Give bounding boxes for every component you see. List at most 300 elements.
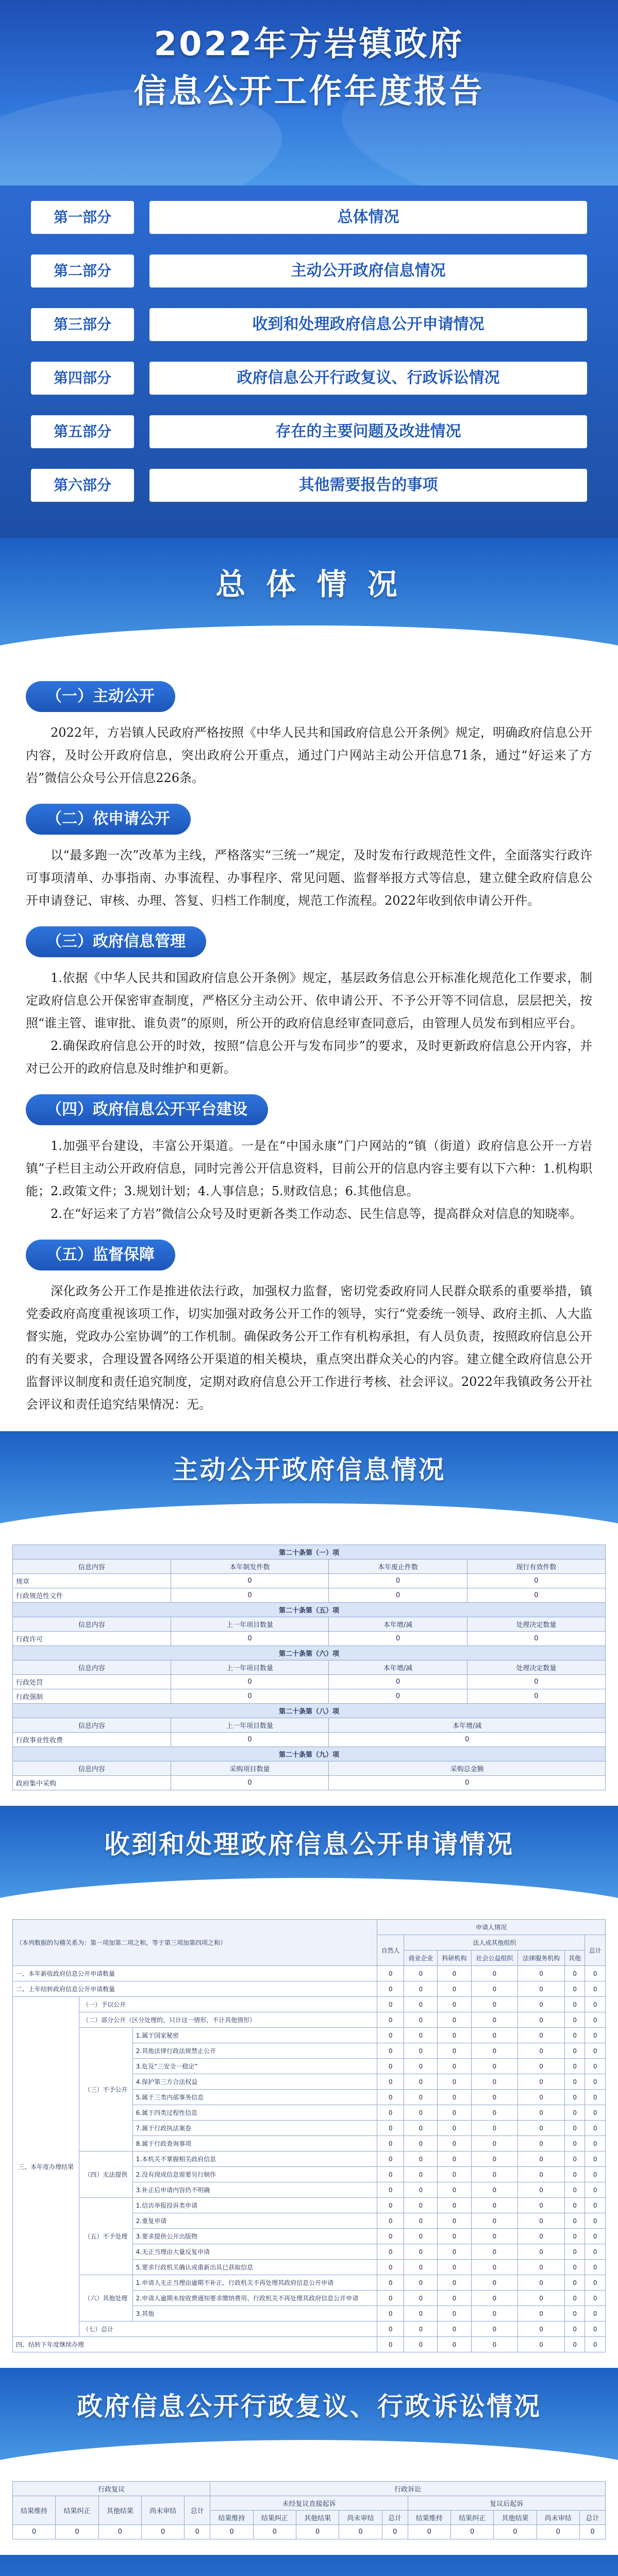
- row-label: 1.本机关不掌握相关政府信息: [132, 2151, 377, 2167]
- table-cell: 0: [518, 2151, 565, 2167]
- table-cell: 0: [404, 2074, 438, 2090]
- table-cell: 0: [471, 2012, 518, 2028]
- column-header: 复议后起诉: [408, 2496, 605, 2511]
- column-header: 结果纠正: [450, 2511, 493, 2525]
- column-header: 结果维持: [210, 2511, 253, 2525]
- row-label: （七）总计: [79, 2321, 377, 2337]
- table-cell: 0: [585, 2074, 606, 2090]
- table-cell: 0: [404, 2198, 438, 2213]
- table-cell: 0: [329, 1689, 467, 1704]
- column-header: 结果维持: [13, 2496, 56, 2525]
- table-cell: 0: [296, 2525, 339, 2539]
- table-cell: 0: [564, 2074, 585, 2090]
- table-cell: 0: [404, 1981, 438, 1997]
- section-title: [0, 2555, 618, 2576]
- column-header: 法人或其他组织: [404, 1935, 585, 1951]
- table-cell: 0: [171, 1574, 329, 1588]
- table-band: 第二十条第（九）项: [13, 1747, 606, 1761]
- table-cell: 0: [438, 1966, 471, 1981]
- toc-item-label: 主动公开政府信息情况: [149, 255, 587, 287]
- table-cell: 0: [518, 2090, 565, 2105]
- row-label: 二、上年结转政府信息公开申请数量: [13, 1981, 377, 1997]
- column-header: 行政复议: [13, 2482, 210, 2496]
- review-litigation-table: [12, 2481, 606, 2539]
- table-cell: 0: [56, 2525, 98, 2539]
- section-header-proactive: [0, 1431, 618, 1529]
- table-cell: 0: [438, 2012, 471, 2028]
- table-cell: 0: [585, 2121, 606, 2136]
- table-cell: 0: [518, 2059, 565, 2074]
- table-cell: 0: [329, 1776, 606, 1790]
- table-cell: 0: [518, 2136, 565, 2151]
- table-cell: 0: [171, 1632, 329, 1646]
- requests-table: [12, 1919, 606, 2352]
- table-cell: 0: [518, 1966, 565, 1981]
- row-label: （六）其他处理: [79, 2275, 133, 2321]
- table-cell: 0: [377, 2306, 404, 2321]
- toc-item[interactable]: [31, 415, 587, 448]
- table-row: [13, 2151, 606, 2167]
- table-cell: 0: [171, 1588, 329, 1603]
- table-cell: 0: [171, 1733, 329, 1747]
- column-header: 结果纠正: [56, 2496, 98, 2525]
- table-cell: 0: [438, 2244, 471, 2260]
- table-cell: 0: [518, 2028, 565, 2043]
- table-cell: 0: [450, 2525, 493, 2539]
- subsection-pill: （四）政府信息公开平台建设: [26, 1094, 268, 1125]
- column-header: 信息内容: [13, 1560, 171, 1574]
- column-header: 其他结果: [98, 2496, 141, 2525]
- table-row: [13, 2321, 606, 2337]
- column-header: 结果维持: [408, 2511, 450, 2525]
- table-cell: 0: [518, 2321, 565, 2337]
- table-row: [13, 1632, 606, 1646]
- table-band: 第二十条第（六）项: [13, 1646, 606, 1660]
- subsection-pill: （五）监督保障: [26, 1240, 175, 1270]
- table-cell: 0: [471, 2043, 518, 2059]
- row-label: 1.信访举报投诉类申请: [132, 2198, 377, 2213]
- row-label: 2.申请人逾期未按收费通知要求缴纳费用、行政机关不再处理其政府信息公开申请: [132, 2291, 377, 2306]
- table-cell: 0: [585, 2244, 606, 2260]
- table-cell: 0: [585, 2105, 606, 2121]
- column-header: 其他结果: [296, 2511, 339, 2525]
- table-cell: 0: [564, 1981, 585, 1997]
- table-cell: 0: [585, 2321, 606, 2337]
- row-label: 2.重复申请: [132, 2213, 377, 2229]
- column-header: 社会公益组织: [471, 1951, 518, 1966]
- table-cell: 0: [404, 2260, 438, 2275]
- table-cell: 0: [564, 1997, 585, 2012]
- table-cell: 0: [329, 1733, 606, 1747]
- column-header: 本年废止件数: [329, 1560, 467, 1574]
- table-cell: 0: [564, 2229, 585, 2244]
- table-cell: 0: [564, 2059, 585, 2074]
- table-cell: 0: [564, 2151, 585, 2167]
- table-cell: 0: [404, 2136, 438, 2151]
- table-cell: 0: [518, 2229, 565, 2244]
- table-cell: 0: [377, 2321, 404, 2337]
- toc-item[interactable]: [31, 362, 587, 395]
- table-row: [13, 1997, 606, 2012]
- table-cell: 0: [585, 2213, 606, 2229]
- table-cell: 0: [471, 2028, 518, 2043]
- table-cell: 0: [518, 1997, 565, 2012]
- table-cell: 0: [329, 1675, 467, 1689]
- column-header: 尚未审结: [339, 2511, 382, 2525]
- column-header: 信息内容: [13, 1660, 171, 1675]
- row-label: 8.属于行政查询事项: [132, 2136, 377, 2151]
- section-header-overview: [0, 538, 618, 662]
- row-label: 3.其他: [132, 2306, 377, 2321]
- table-cell: 0: [564, 2244, 585, 2260]
- table-cell: 0: [438, 2198, 471, 2213]
- table-band: 第二十条第（八）项: [13, 1704, 606, 1718]
- table-cell: 0: [471, 2337, 518, 2352]
- toc-item-label: 其他需要报告的事项: [149, 469, 587, 502]
- table-cell: 0: [518, 2043, 565, 2059]
- table-cell: 0: [518, 2198, 565, 2213]
- subsection-pill: （三）政府信息管理: [26, 926, 206, 957]
- table-cell: 0: [564, 2321, 585, 2337]
- table-cell: 0: [377, 2244, 404, 2260]
- table-cell: 0: [404, 2151, 438, 2167]
- table-cell: 0: [408, 2525, 450, 2539]
- table-cell: 0: [438, 2151, 471, 2167]
- section-header-review: [0, 2368, 618, 2466]
- table-cell: 0: [471, 1997, 518, 2012]
- table-cell: 0: [377, 2028, 404, 2043]
- table-cell: 0: [471, 2059, 518, 2074]
- table-cell: 0: [377, 2182, 404, 2198]
- table-cell: 0: [377, 2213, 404, 2229]
- column-header: 科研机构: [438, 1951, 471, 1966]
- column-header: 采购总金额: [329, 1761, 606, 1776]
- requests-table-wrap: [0, 1904, 618, 2368]
- table-cell: 0: [404, 2213, 438, 2229]
- table-cell: 0: [438, 2043, 471, 2059]
- subsection-pill: （二）依申请公开: [26, 804, 191, 835]
- table-cell: 0: [141, 2525, 184, 2539]
- table-cell: 0: [98, 2525, 141, 2539]
- table-cell: 0: [518, 2121, 565, 2136]
- table-cell: 0: [438, 2306, 471, 2321]
- banner-title-line2: 信息公开工作年度报告: [133, 73, 485, 111]
- column-header: 处理决定数量: [467, 1617, 605, 1632]
- row-label: 行政事业性收费: [13, 1733, 171, 1747]
- table-cell: 0: [585, 2260, 606, 2275]
- table-cell: 0: [171, 1776, 329, 1790]
- table-cell: 0: [518, 2244, 565, 2260]
- table-row: [13, 1574, 606, 1588]
- table-row: [13, 1675, 606, 1689]
- table-cell: 0: [377, 1981, 404, 1997]
- table-cell: 0: [438, 2074, 471, 2090]
- section-title: 主动公开政府信息情况: [172, 1455, 446, 1485]
- table-cell: 0: [471, 2121, 518, 2136]
- table-cell: 0: [404, 2337, 438, 2352]
- paragraph: 2.确保政府信息公开的时效，按照“信息公开与发布同步”的要求，及时更新政府信息公开内容，并对已公开的政府信息及时维护和更新。: [26, 1039, 592, 1076]
- table-cell: 0: [471, 2105, 518, 2121]
- table-row: [13, 2012, 606, 2028]
- table-cell: 0: [564, 2012, 585, 2028]
- section-header-problems: [0, 2555, 618, 2576]
- table-cell: 0: [564, 2337, 585, 2352]
- table-cell: 0: [404, 2012, 438, 2028]
- table-cell: 0: [471, 2260, 518, 2275]
- table-cell: 0: [377, 1997, 404, 2012]
- table-cell: 0: [585, 2151, 606, 2167]
- toc-item-number: 第四部分: [31, 362, 134, 395]
- row-label: 7.属于行政执法案卷: [132, 2121, 377, 2136]
- requests-table-body: [13, 1966, 606, 2352]
- table-cell: 0: [585, 2167, 606, 2182]
- table-cell: 0: [185, 2525, 210, 2539]
- table-cell: 0: [467, 1632, 605, 1646]
- column-header: 商业企业: [404, 1951, 438, 1966]
- table-cell: 0: [438, 2213, 471, 2229]
- table-cell: 0: [579, 2525, 605, 2539]
- toc-item-number: 第五部分: [31, 415, 134, 448]
- row-label: （四）无法提供: [79, 2151, 133, 2198]
- row-label: （三）不予公开: [79, 2028, 133, 2151]
- row-label: 3.危及“三安全一稳定”: [132, 2059, 377, 2074]
- table-cell: 0: [564, 2090, 585, 2105]
- row-label: 行政强制: [13, 1689, 171, 1704]
- table-cell: 0: [467, 1675, 605, 1689]
- review-table-wrap: [0, 2466, 618, 2555]
- table-cell: 0: [404, 2167, 438, 2182]
- table-cell: 0: [564, 2291, 585, 2306]
- column-header: 其他结果: [494, 2511, 537, 2525]
- table-corner-note: （本列数据的勾稽关系为：第一项加第二项之和，等于第三项加第四项之和）: [13, 1920, 377, 1966]
- table-cell: 0: [471, 2151, 518, 2167]
- table-cell: 0: [253, 2525, 296, 2539]
- table-cell: 0: [467, 1574, 605, 1588]
- table-row: [13, 1776, 606, 1790]
- row-label: （五）不予处理: [79, 2198, 133, 2275]
- paragraph: 以“最多跑一次”改革为主线，严格落实“三统一”规定，及时发布行政规范性文件，全面落实行政许可事项清单、办事指南、办事流程、办事程序、常见问题、监督举报方式等信息，建立健全政府信息公开申请登记、审核、办理、答复、归档工作制度，规范工作流程。2022年收到依申请公开件。: [26, 848, 592, 908]
- toc-item-label: 存在的主要问题及改进情况: [149, 415, 587, 448]
- table-cell: 0: [471, 1981, 518, 1997]
- table-cell: 0: [518, 1981, 565, 1997]
- row-label: 行政规范性文件: [13, 1588, 171, 1603]
- row-label: 行政处罚: [13, 1675, 171, 1689]
- section-title: 政府信息公开行政复议、行政诉讼情况: [77, 2392, 541, 2421]
- table-cell: 0: [564, 2121, 585, 2136]
- table-cell: 0: [537, 2525, 579, 2539]
- table-row: [13, 2525, 606, 2539]
- table-cell: 0: [377, 2198, 404, 2213]
- table-cell: 0: [171, 1675, 329, 1689]
- table-cell: 0: [377, 2167, 404, 2182]
- column-header: 现行有效件数: [467, 1560, 605, 1574]
- row-label: 行政许可: [13, 1632, 171, 1646]
- table-cell: 0: [471, 2182, 518, 2198]
- row-label: 一、本年新收政府信息公开申请数量: [13, 1966, 377, 1981]
- table-cell: 0: [564, 2136, 585, 2151]
- column-header: 总计: [185, 2496, 210, 2525]
- toc-item-label: 总体情况: [149, 201, 587, 234]
- table-cell: 0: [377, 2337, 404, 2352]
- table-cell: 0: [518, 2337, 565, 2352]
- table-cell: 0: [438, 1981, 471, 1997]
- table-cell: 0: [377, 2105, 404, 2121]
- row-label: 规章: [13, 1574, 171, 1588]
- row-label: 1.属于国家秘密: [132, 2028, 377, 2043]
- table-cell: 0: [564, 2260, 585, 2275]
- table-cell: 0: [377, 2090, 404, 2105]
- section-wave-decoration: [0, 625, 618, 662]
- table-cell: 0: [339, 2525, 382, 2539]
- table-cell: 0: [438, 2182, 471, 2198]
- table-cell: 0: [404, 2306, 438, 2321]
- toc-item-number: 第三部分: [31, 308, 134, 341]
- table-row: [13, 1733, 606, 1747]
- paragraph: 深化政务公开工作是推进依法行政，加强权力监督，密切党委政府同人民群众联系的重要举措，镇党委政府高度重视该项工作，切实加强对政务公开工作的领导，实行“党委统一领导、政府主抓、人大监督实施，党政办公室协调”的工作机制。确保政务公开工作有机构承担，有人员负责，按照政府信息公开的有关要求，合理设置各网络公开渠道的相关模块，重点突出群众关心的内容。建立健全政府信息公开监督评议制度和责任追究制度，定期对政府信息公开工作进行考核、社会评议。2022年我镇政务公开社会评议和责任追究结果情况：无。: [26, 1284, 592, 1412]
- row-label: 三、本年度办理结果: [13, 1997, 79, 2337]
- toc-item[interactable]: [31, 201, 587, 234]
- column-header: 总计: [382, 2511, 408, 2525]
- paragraph: 1.加强平台建设，丰富公开渠道。一是在“中国永康”门户网站的“镇（街道）政府信息公开一方岩镇”子栏目主动公开政府信息，同时完善公开信息资料，目前公开的信息内容主要有以下六种：1.机构职能；2.政策文件；3.规划计划；4.人事信息；5.财政信息；6.其他信息。: [26, 1139, 592, 1198]
- table-cell: 0: [518, 2012, 565, 2028]
- table-row: [13, 1689, 606, 1704]
- toc-item[interactable]: [31, 469, 587, 502]
- table-cell: 0: [494, 2525, 537, 2539]
- table-cell: 0: [471, 2321, 518, 2337]
- section-title: 总 体 情 况: [215, 567, 403, 602]
- column-header: 信息内容: [13, 1718, 171, 1733]
- table-cell: 0: [438, 2105, 471, 2121]
- table-cell: 0: [585, 2012, 606, 2028]
- table-cell: 0: [404, 2275, 438, 2291]
- table-cell: 0: [404, 1966, 438, 1981]
- table-cell: 0: [438, 2090, 471, 2105]
- toc-item[interactable]: [31, 255, 587, 287]
- table-cell: 0: [329, 1574, 467, 1588]
- column-header: 上一年项目数量: [171, 1718, 329, 1733]
- table-row: [13, 2337, 606, 2352]
- row-label: 4.无正当理由大量反复申请: [132, 2244, 377, 2260]
- toc-item[interactable]: [31, 308, 587, 341]
- column-header: 本年增/减: [329, 1617, 467, 1632]
- table-row: [13, 1981, 606, 1997]
- column-header: 上一年项目数量: [171, 1660, 329, 1675]
- table-cell: 0: [377, 2151, 404, 2167]
- column-header: 本年制发件数: [171, 1560, 329, 1574]
- table-cell: 0: [377, 2136, 404, 2151]
- paragraph: 1.依据《中华人民共和国政府信息公开条例》规定，基层政务信息公开标准化规范化工作要求，制定政府信息公开保密审查制度，严格区分主动公开、依申请公开、不予公开等不同信息，层层把关，按照“谁主管、谁审批、谁负责”的原则，所公开的政府信息经审查同意后，由管理人员发布到相应平台。: [26, 971, 592, 1030]
- table-cell: 0: [564, 2213, 585, 2229]
- row-label: 3.补正后申请内容仍不明确: [132, 2182, 377, 2198]
- table-cell: 0: [404, 2229, 438, 2244]
- table-cell: 0: [471, 2074, 518, 2090]
- table-cell: 0: [438, 2275, 471, 2291]
- row-label: 4.保护第三方合法权益: [132, 2074, 377, 2090]
- table-cell: 0: [564, 2028, 585, 2043]
- toc-item-number: 第二部分: [31, 255, 134, 287]
- row-label: 2.其他法律行政法规禁止公开: [132, 2043, 377, 2059]
- row-label: 1.申请人无正当理由逾期不补正、行政机关不再处理其政府信息公开申请: [132, 2275, 377, 2291]
- table-cell: 0: [518, 2306, 565, 2321]
- column-header: 尚未审结: [537, 2511, 579, 2525]
- table-cell: 0: [377, 2229, 404, 2244]
- table-cell: 0: [377, 2074, 404, 2090]
- table-cell: 0: [377, 2059, 404, 2074]
- table-cell: 0: [585, 2043, 606, 2059]
- table-cell: 0: [438, 2260, 471, 2275]
- table-cell: 0: [404, 2321, 438, 2337]
- table-cell: 0: [585, 2275, 606, 2291]
- table-cell: 0: [585, 2028, 606, 2043]
- table-cell: 0: [404, 1997, 438, 2012]
- row-label: （一）予以公开: [79, 1997, 377, 2012]
- column-header: 总计: [579, 2511, 605, 2525]
- table-cell: 0: [585, 2182, 606, 2198]
- column-header: 信息内容: [13, 1761, 171, 1776]
- table-cell: 0: [13, 2525, 56, 2539]
- section-header-requests: [0, 1806, 618, 1904]
- section-title: 收到和处理政府信息公开申请情况: [104, 1829, 514, 1859]
- table-cell: 0: [471, 1966, 518, 1981]
- table-cell: 0: [404, 2090, 438, 2105]
- table-cell: 0: [438, 2121, 471, 2136]
- table-cell: 0: [518, 2260, 565, 2275]
- table-cell: 0: [404, 2291, 438, 2306]
- table-cell: 0: [438, 1997, 471, 2012]
- subsection-pill: （一）主动公开: [26, 681, 175, 712]
- table-cell: 0: [438, 2028, 471, 2043]
- table-cell: 0: [404, 2028, 438, 2043]
- table-cell: 0: [438, 2291, 471, 2306]
- table-cell: 0: [438, 2229, 471, 2244]
- table-cell: 0: [564, 2198, 585, 2213]
- paragraph: 2.在“好运来了方岩”微信公众号及时更新各类工作动态、民生信息等，提高群众对信息的知晓率。: [51, 1207, 582, 1221]
- row-label: 6.属于四类过程性信息: [132, 2105, 377, 2121]
- table-of-contents: [0, 185, 618, 538]
- table-cell: 0: [471, 2244, 518, 2260]
- column-header: 总计: [585, 1935, 606, 1966]
- table-cell: 0: [471, 2275, 518, 2291]
- table-cell: 0: [171, 1689, 329, 1704]
- column-header: 信息内容: [13, 1617, 171, 1632]
- column-header: 法律服务机构: [518, 1951, 565, 1966]
- table-cell: 0: [518, 2291, 565, 2306]
- table-cell: 0: [518, 2105, 565, 2121]
- row-label: 5.要求行政机关确认或重新出具已获取信息: [132, 2260, 377, 2275]
- table-cell: 0: [564, 2306, 585, 2321]
- toc-item-label: 政府信息公开行政复议、行政诉讼情况: [149, 362, 587, 395]
- table-cell: 0: [404, 2059, 438, 2074]
- table-cell: 0: [585, 1981, 606, 1997]
- table-cell: 0: [438, 2059, 471, 2074]
- table-cell: 0: [377, 2291, 404, 2306]
- paragraph: 2022年，方岩镇人民政府严格按照《中华人民共和国政府信息公开条例》规定，明确政府信息公开内容，及时公开政府信息，突出政府公开重点，通过门户网站主动公开信息71条，通过“好运来了方岩”微信公众号公开信息226条。: [26, 725, 592, 785]
- column-header: 其他: [564, 1951, 585, 1966]
- table-cell: 0: [585, 2090, 606, 2105]
- row-label: 2.没有现成信息需要另行制作: [132, 2167, 377, 2182]
- row-label: 3.要求提供公开出版物: [132, 2229, 377, 2244]
- banner-title-line1: 2022年方岩镇政府: [154, 25, 464, 63]
- table-cell: 0: [377, 2043, 404, 2059]
- table-cell: 0: [564, 1966, 585, 1981]
- table-row: [13, 1588, 606, 1603]
- table-cell: 0: [404, 2043, 438, 2059]
- table-cell: 0: [471, 2198, 518, 2213]
- section-overview-content: [0, 662, 618, 1431]
- table-cell: 0: [585, 2198, 606, 2213]
- table-cell: 0: [438, 2136, 471, 2151]
- table-cell: 0: [585, 2291, 606, 2306]
